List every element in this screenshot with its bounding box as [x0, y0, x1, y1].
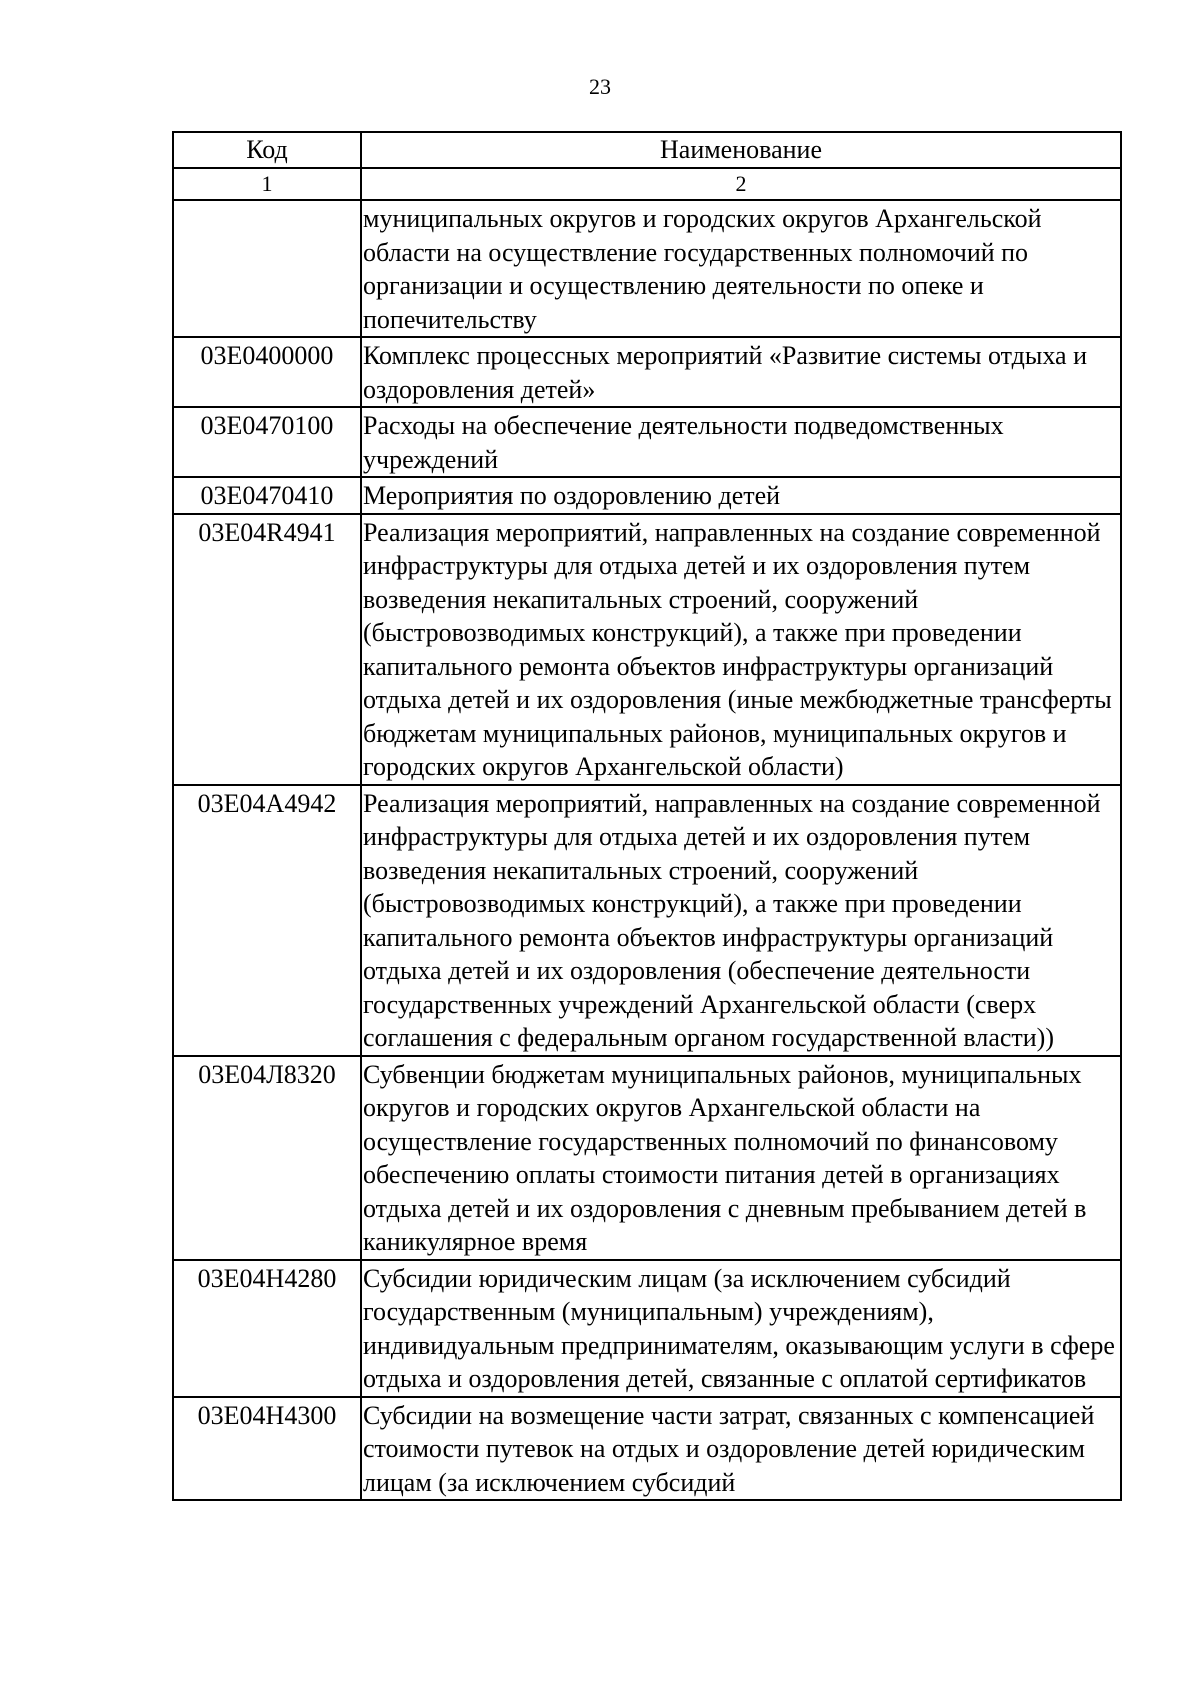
table-row — [173, 1397, 1121, 1501]
page-number: 23 — [589, 74, 611, 99]
name-cell: Комплекс процессных мероприятий «Развитие системы отдыха и оздоровления детей» — [361, 337, 1121, 407]
code-cell: 03Е0470100 — [173, 407, 361, 477]
table-header — [173, 132, 1121, 200]
table-row — [173, 514, 1121, 785]
table-row — [173, 200, 1121, 337]
code-cell: 03Е0470410 — [173, 477, 361, 514]
code-cell: 03Е04Л8320 — [173, 1056, 361, 1260]
column-number-name: 2 — [361, 168, 1121, 200]
table-row — [173, 407, 1121, 477]
table-body — [173, 200, 1121, 1500]
header-name: Наименование — [361, 132, 1121, 168]
name-cell: Субвенции бюджетам муниципальных районов, муниципальных округов и городских округов Архангельской области на осуществление государственных полномочий по финансовому обеспечению оплаты стоимости питания детей в организациях отдыха детей и их оздоровления с дневным пребыванием детей в каникулярное время — [361, 1056, 1121, 1260]
table-row — [173, 337, 1121, 407]
table-row — [173, 1260, 1121, 1397]
code-cell — [173, 200, 361, 337]
table-row — [173, 477, 1121, 514]
table-row — [173, 1056, 1121, 1260]
code-cell: 03Е04Н4280 — [173, 1260, 361, 1397]
name-cell: Субсидии юридическим лицам (за исключением субсидий государственным (муниципальным) учреждениям), индивидуальным предпринимателям, оказывающим услуги в сфере отдыха и оздоровления детей, связанные с оплатой сертификатов — [361, 1260, 1121, 1397]
name-cell: Субсидии на возмещение части затрат, связанных с компенсацией стоимости путевок на отдых и оздоровление детей юридическим лицам (за исключением субсидий — [361, 1397, 1121, 1501]
name-cell: Реализация мероприятий, направленных на создание современной инфраструктуры для отдыха детей и их оздоровления путем возведения некапитальных строений, сооружений (быстровозводимых конструкций), а также при проведении капитального ремонта объектов инфраструктуры организаций отдыха детей и их оздоровления (обеспечение деятельности государственных учреждений Архангельской области (сверх соглашения с федеральным органом государственной власти)) — [361, 785, 1121, 1056]
code-cell: 03Е04R4941 — [173, 514, 361, 785]
budget-code-table — [172, 131, 1122, 1501]
header-row — [173, 132, 1121, 168]
table-row — [173, 785, 1121, 1056]
header-code: Код — [173, 132, 361, 168]
name-cell: Реализация мероприятий, направленных на создание современной инфраструктуры для отдыха детей и их оздоровления путем возведения некапитальных строений, сооружений (быстровозводимых конструкций), а также при проведении капитального ремонта объектов инфраструктуры организаций отдыха детей и их оздоровления (иные межбюджетные трансферты бюджетам муниципальных районов, муниципальных округов и городских округов Архангельской области) — [361, 514, 1121, 785]
code-cell: 03Е04А4942 — [173, 785, 361, 1056]
column-number-row — [173, 168, 1121, 200]
name-cell: Мероприятия по оздоровлению детей — [361, 477, 1121, 514]
column-number-code: 1 — [173, 168, 361, 200]
code-cell: 03Е0400000 — [173, 337, 361, 407]
name-cell: Расходы на обеспечение деятельности подведомственных учреждений — [361, 407, 1121, 477]
name-cell: муниципальных округов и городских округов Архангельской области на осуществление государственных полномочий по организации и осуществлению деятельности по опеке и попечительству — [361, 200, 1121, 337]
code-cell: 03Е04Н4300 — [173, 1397, 361, 1501]
